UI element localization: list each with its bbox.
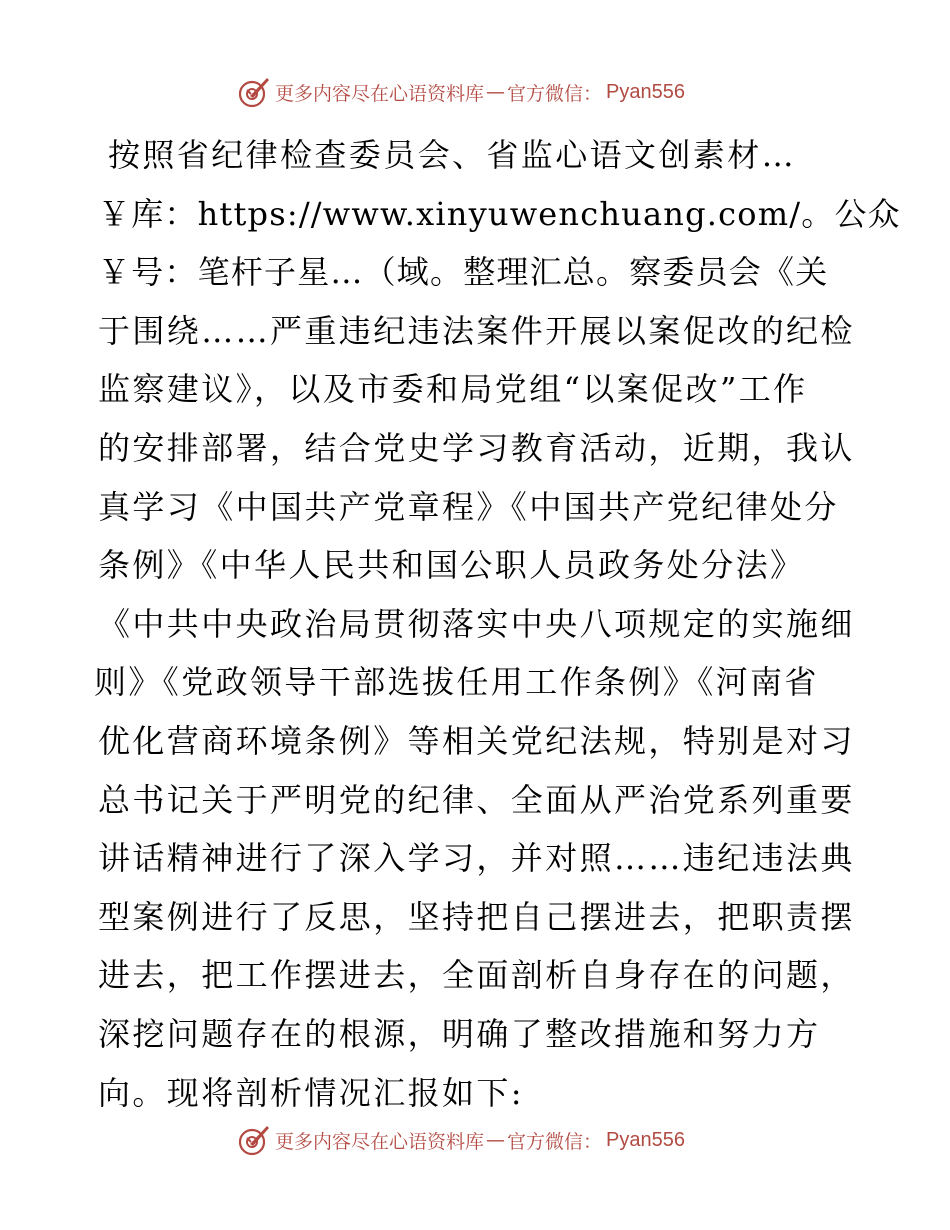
paragraph-line: 向。现将剖析情况汇报如下:	[98, 1073, 524, 1112]
paragraph-line: 则》《党政领导干部选拔任用工作条例》《河南省	[94, 663, 819, 702]
banner-dash: —	[486, 1129, 506, 1151]
paragraph-line: 优化营商环境条例》等相关党纪法规，特别是对习	[98, 721, 855, 760]
banner-wechat-id: Pyan556	[606, 1128, 685, 1151]
banner-slogan: 更多内容尽在心语资料库	[275, 1130, 485, 1153]
banner-wechat-label: 官方微信：	[507, 82, 603, 105]
banner-slogan: 更多内容尽在心语资料库	[275, 82, 485, 105]
banner-wechat-label: 官方微信：	[507, 1130, 603, 1153]
paragraph-line: 进去，把工作摆进去，全面剖析自身存在的问题，	[98, 956, 855, 995]
paragraph-line: 监察建议》，以及市委和局党组“以案促改”工作	[98, 370, 808, 409]
footer-banner	[0, 1120, 950, 1160]
paragraph-line: 型案例进行了反思，坚持把自己摆进去，把职责摆	[98, 897, 855, 936]
banner-dash: —	[486, 81, 506, 103]
quill-logo-icon	[237, 75, 271, 109]
paragraph-line: ￥号：笔杆子星…（域。整理汇总。察委员会《关	[98, 253, 829, 292]
paragraph-line: 总书记关于严明党的纪律、全面从严治党系列重要	[98, 780, 855, 819]
document-paragraph	[94, 126, 901, 1122]
banner-wechat-id: Pyan556	[606, 80, 685, 103]
paragraph-line: 深挖问题存在的根源，明确了整改措施和努力方	[98, 1014, 821, 1053]
paragraph-line: 按照省纪律检查委员会、省监心语文创素材…	[108, 136, 797, 174]
quill-logo-icon	[237, 1123, 271, 1157]
paragraph-line: 真学习《中国共产党章程》《中国共产党纪律处分	[98, 487, 839, 526]
header-banner	[0, 72, 950, 112]
header-banner-content	[237, 72, 685, 112]
paragraph-line: 的安排部署，结合党史学习教育活动，近期，我认	[98, 428, 855, 467]
paragraph-line: 讲话精神进行了深入学习，并对照……违纪违法典	[98, 839, 855, 878]
paragraph-line: ￥库：https://www.xinyuwenchuang.com/。公众	[98, 194, 901, 233]
paragraph-line: 《中共中央政治局贯彻落实中央八项规定的实施细	[98, 604, 855, 643]
paragraph-line: 条例》《中华人民共和国公职人员政务处分法》	[98, 546, 805, 585]
paragraph-line: 于围绕……严重违纪违法案件开展以案促改的纪检	[98, 311, 855, 350]
footer-banner-content	[237, 1120, 685, 1160]
